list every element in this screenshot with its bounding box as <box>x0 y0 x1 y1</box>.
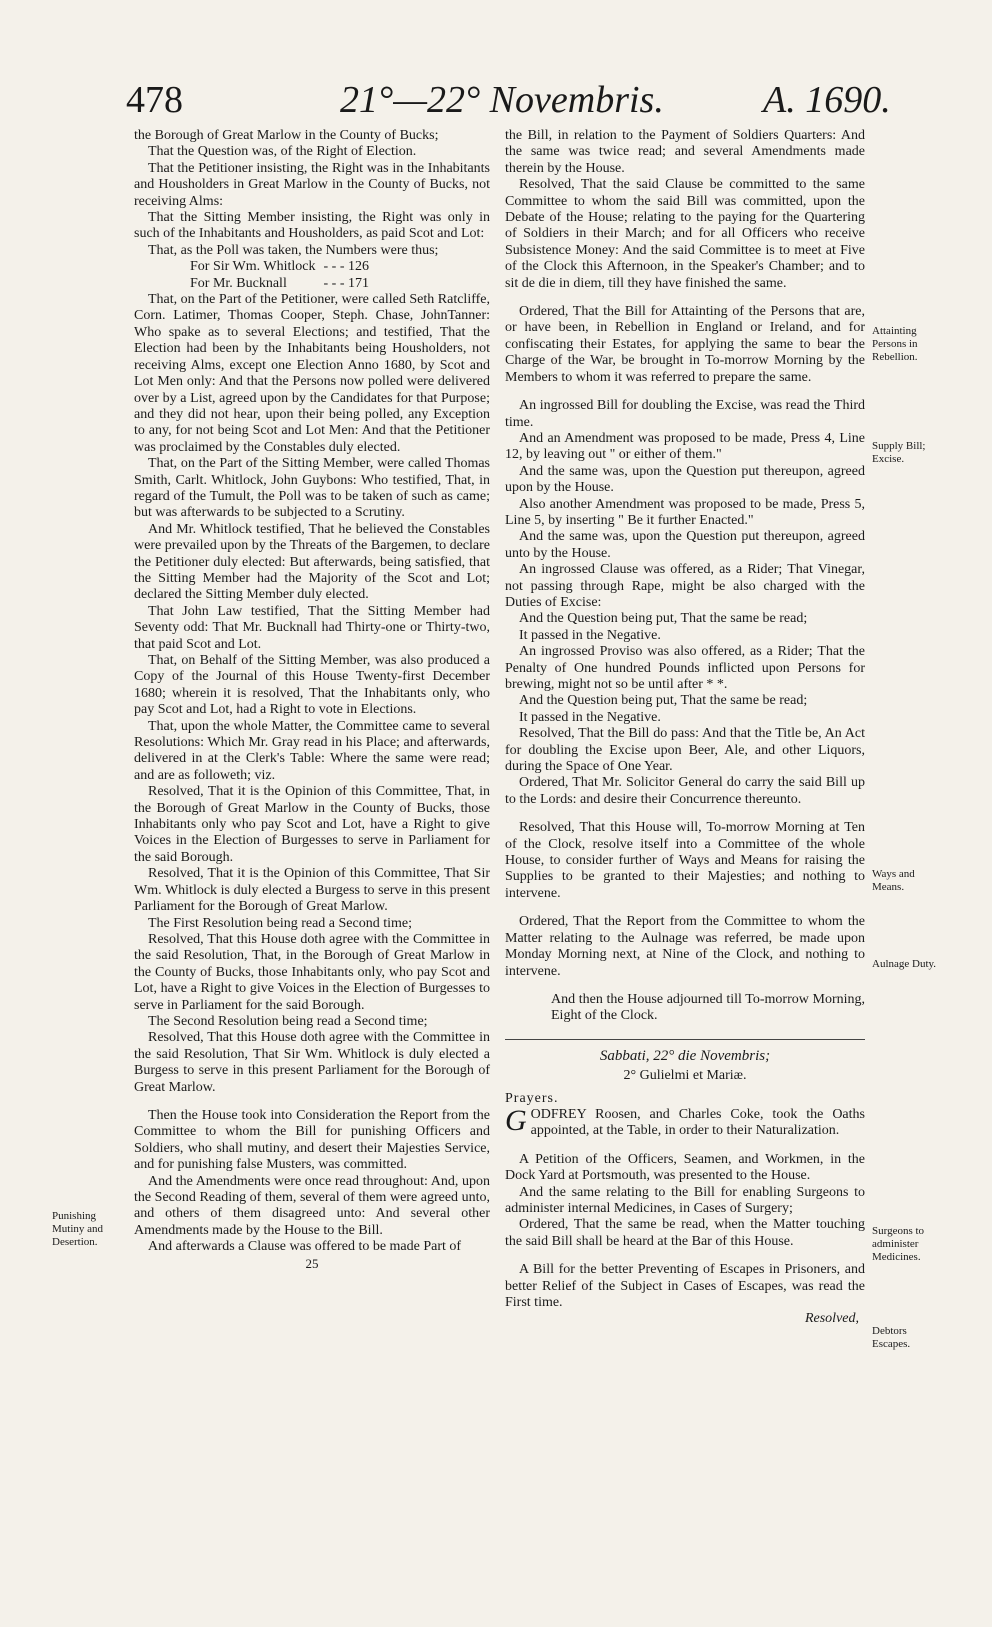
page-header <box>0 78 992 128</box>
paragraph: And the same was, upon the Question put thereupon, agreed unto by the House. <box>505 529 865 561</box>
left-column <box>134 128 490 1272</box>
page-date: 21°—22° Novembris. <box>340 79 664 121</box>
signature-mark: 25 <box>305 1255 319 1271</box>
paragraph: That, on the Part of the Sitting Member, were called Thomas Smith, Carlt. Whitlock, John Guybons: Who testified, That, in regard of the Tumult, the Poll was to be taken of such as came; but was afterwards to be subjected to a Scrutiny. <box>134 456 490 521</box>
poll-name: For Mr. Bucknall <box>190 275 287 291</box>
paragraph: It passed in the Negative. <box>519 627 661 643</box>
day-heading: Sabbati, 22° die Novembris; <box>599 1047 771 1064</box>
paragraph: Resolved, That it is the Opinion of this Committee, That, in the Borough of Great Marlow in the County of Bucks, those Inhabitants only who pay Scot and Lot, have a Right to give Voices in the Election of Burgesses to serve in Parliament for the said Borough. <box>134 784 490 865</box>
poll-name: For Sir Wm. Whitlock <box>190 259 316 275</box>
paragraph: And an Amendment was proposed to be made, Press 4, Line 12, by leaving out " or either of them." <box>505 430 865 463</box>
paragraph: And the Amendments were once read throughout: And, upon the Second Reading of them, several of them were agreed unto, and others of them disagreed unto: And several other Amendments made by the House to the Bill. <box>134 1173 490 1238</box>
margin-note-surgeons: Surgeons to administer Medicines. <box>872 1225 925 1263</box>
right-column <box>505 128 865 1328</box>
paragraph: A Bill for the better Preventing of Escapes in Prisoners, and better Relief of the Subject in Cases of Escapes, was read the First time. <box>505 1262 865 1310</box>
paragraph: A Petition of the Officers, Seamen, and Workmen, in the Dock Yard at Portsmouth, was presented to the House. <box>505 1151 865 1184</box>
poll-votes: 171 <box>348 275 369 291</box>
margin-note-attainting: Attainting Persons in Rebellion. <box>872 325 918 363</box>
poll-row <box>190 276 490 292</box>
paragraph: That, as the Poll was taken, the Numbers were thus; <box>148 242 439 258</box>
poll-votes: 126 <box>348 259 369 275</box>
paragraph: That, on the Part of the Petitioner, were called Seth Ratcliffe, Corn. Latimer, Thomas Cooper, Steph. Chase, JohnTanner: Who spake as to several Elections; and testified, That the Election had been by the Inhabitants being Housholders, not receiving Alms, except one Election Anno 1680, by Scot and Lot Men only: And that the Persons now polled were delivered over by a List, agreed upon by the Candidates for that Purpose; and they did not hear, upon their being polled, any Exception to any, for not being Scot and Lot Men: And that the Petitioner was proclaimed by the Constables duly elected. <box>134 292 490 455</box>
poll-row <box>190 259 490 275</box>
drop-cap: G <box>505 1103 527 1137</box>
day-subheading: 2° Gulielmi et Mariæ. <box>623 1068 747 1084</box>
paragraph: Resolved, That this House doth agree with the Committee in the said Resolution, That Sir Wm. Whitlock is duly elected a Burgess to serve in this present Parliament for the Borough of Great Marlow. <box>134 1030 490 1095</box>
paragraph: The First Resolution being read a Second time; <box>148 915 413 931</box>
paragraph: Ordered, That the Report from the Committee to whom the Matter relating to the Aulnage was referred, be made upon Monday Morning next, at Nine of the Clock, and nothing to intervene. <box>505 914 865 979</box>
paragraph: Ordered, That the Bill for Attainting of the Persons that are, or have been, in Rebellion in England or Ireland, and for confiscating their Estates, for applying the same to bear the Charge of the War, be brought in To-morrow Morning by the Members to whom it was referred to prepare the same. <box>505 304 865 385</box>
paragraph: An ingrossed Bill for doubling the Excise, was read the Third time. <box>505 398 865 430</box>
paragraph <box>505 1103 865 1140</box>
section-divider <box>505 1039 865 1040</box>
paragraph: It passed in the Negative. <box>519 709 661 725</box>
paragraph: And the Question being put, That the same be read; <box>519 611 808 627</box>
paragraph: And afterwards a Clause was offered to be made Part of <box>148 1239 462 1255</box>
margin-note-debtors: Debtors Escapes. <box>872 1325 911 1350</box>
paragraph: Also another Amendment was proposed to be made, Press 5, Line 5, by inserting " Be it further Enacted." <box>505 496 865 528</box>
paragraph: That John Law testified, That the Sitting Member had Seventy odd: That Mr. Bucknall had Thirty-one or Thirty-two, that paid Scot and Lot. <box>134 603 490 652</box>
adjournment: And then the House adjourned till To-morrow Morning, Eight of the Clock. <box>551 991 865 1024</box>
prayers-label: Prayers. <box>505 1090 559 1106</box>
paragraph: Resolved, That the Bill do pass: And that the Title be, An Act for doubling the Excise upon Beer, Ale, and other Liquors, during the Space of One Year. <box>505 726 865 775</box>
paragraph: Then the House took into Consideration the Report from the Committee to whom the Bill for punishing Officers and Soldiers, who shall mutiny, and desert their Majesties Service, and for punishing false Musters, was committed. <box>134 1107 490 1173</box>
paragraph: That the Sitting Member insisting, the Right was only in such of the Inhabitants and Housholders, as paid Scot and Lot: <box>134 210 490 242</box>
paragraph: Resolved, That it is the Opinion of this Committee, That Sir Wm. Whitlock is duly elected a Burgess to serve in this present Parliament for the Borough of Great Marlow. <box>134 866 490 915</box>
paragraph: The Second Resolution being read a Second time; <box>148 1013 428 1029</box>
paragraph: An ingrossed Proviso was also offered, as a Rider; That the Penalty of One hundred Pounds inflicted upon Persons for brewing, might not so be until after * *. <box>505 644 865 692</box>
paragraph: Ordered, That Mr. Solicitor General do carry the said Bill up to the Lords: and desire their Concurrence thereunto. <box>505 775 865 807</box>
paragraph: Resolved, That this House will, To-morrow Morning at Ten of the Clock, resolve itself into a Committee of the whole House, to consider further of Ways and Means for raising the Supplies to be granted to their Majesties; and nothing to intervene. <box>505 820 865 901</box>
paragraph: And the same relating to the Bill for enabling Surgeons to administer internal Medicines, in Cases of Surgery; <box>505 1184 865 1216</box>
paragraph: Resolved, That this House doth agree with the Committee in the said Resolution, That, in the Borough of Great Marlow in the County of Bucks, those Inhabitants only, who pay Scot and Lot, have a Right to give Voices in the Election of Burgesses to serve in Parliament for the said Borough. <box>134 931 490 1013</box>
paragraph: And Mr. Whitlock testified, That he believed the Constables were prevailed upon by the Threats of the Bargemen, to declare the Petitioner duly elected: But afterwards, being satisfied, that the Sitting Member had the Majority of the Scot and Lot; declared the Sitting Member duly elected. <box>134 521 490 603</box>
catchword: Resolved, <box>804 1311 859 1327</box>
paragraph: Resolved, That the said Clause be committed to the same Committee to whom the said Bill was committed, upon the Debate of the House; relating to the paying for the Quartering of Soldiers in their March; and for all Officers who receive Subsistence Money: And the said Committee is to meet at Five of the Clock this Afternoon, in the Speaker's Chamber; and to sit de die in diem, till they have finished the same. <box>505 177 865 291</box>
first-paragraph-text: ODFREY Roosen, and Charles Coke, took the Oaths appointed, at the Table, in order to their Naturalization. <box>530 1106 865 1139</box>
margin-note-aulnage: Aulnage Duty. <box>872 958 937 970</box>
paragraph: And the same was, upon the Question put thereupon, agreed upon by the House. <box>505 463 865 496</box>
paragraph: Ordered, That the same be read, when the Matter touching the said Bill shall be heard at the Bar of this House. <box>505 1217 865 1249</box>
paragraph: That, upon the whole Matter, the Committee came to several Resolutions: Which Mr. Gray read in his Place; and afterwards, delivered in at the Clerk's Table: Where the same were read; and are as followeth; viz. <box>134 718 490 783</box>
margin-note-ways: Ways and Means. <box>872 868 915 893</box>
paragraph: That, on Behalf of the Sitting Member, was also produced a Copy of the Journal of this House Twenty-first December 1680; wherein it is resolved, That the Inhabitants only, who pay Scot and Lot, had a Right to vote in Elections. <box>134 653 490 718</box>
paragraph: That the Petitioner insisting, the Right was in the Inhabitants and Housholders in Great Marlow in the County of Bucks, not receiving Alms: <box>134 160 490 209</box>
page-number: 478 <box>126 79 183 121</box>
paragraph: the Bill, in relation to the Payment of Soldiers Quarters: And the same was twice read; and several Amendments made therein by the House. <box>505 128 865 176</box>
poll-dashes: - - - <box>323 275 345 291</box>
page-year: A. 1690. <box>763 79 891 121</box>
paragraph: That the Question was, of the Right of Election. <box>148 144 417 160</box>
margin-note-punishing: Punishing Mutiny and Desertion. <box>52 1210 104 1248</box>
paragraph: the Borough of Great Marlow in the County of Bucks; <box>134 128 439 143</box>
paragraph: An ingrossed Clause was offered, as a Rider; That Vinegar, not passing through Rape, might be also charged with the Duties of Excise: <box>505 562 865 610</box>
poll-dashes: - - - <box>323 259 345 275</box>
margin-note-supply: Supply Bill; Excise. <box>872 440 926 465</box>
paragraph: And the Question being put, That the same be read; <box>519 693 808 709</box>
